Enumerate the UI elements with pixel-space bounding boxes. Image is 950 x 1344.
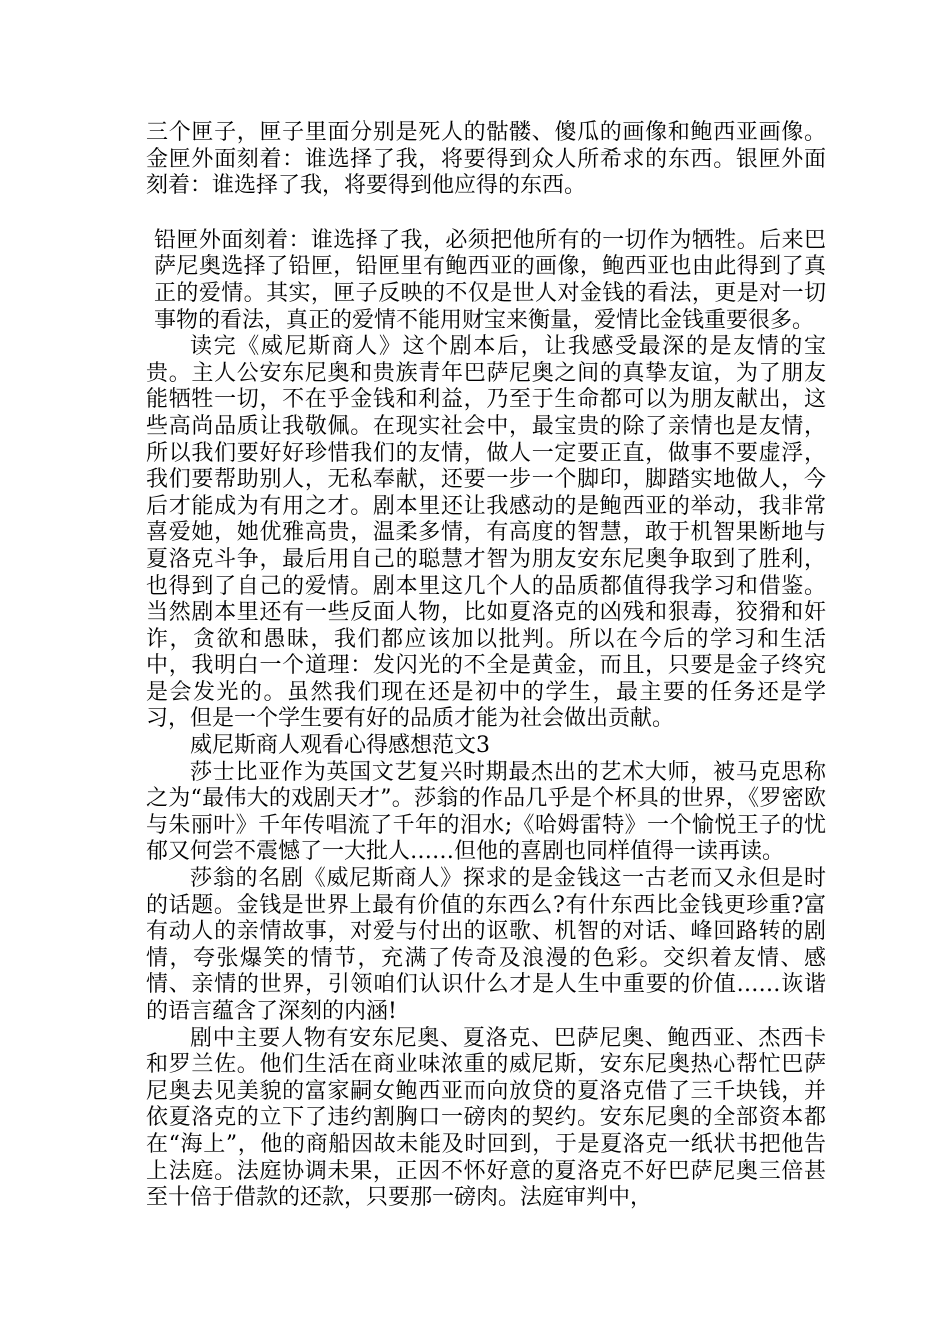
paragraph-shakespeare: 莎士比亚作为英国文艺复兴时期最杰出的艺术大师，被马克思称之为“最伟大的戏剧天才”。莎翁的作品几乎是个杯具的世界，《罗密欧与朱丽叶》千年传唱流了千年的泪水;《哈姆雷特》一个愉悦王子的忧郁又何尝不震憾了一大批人……但他的喜剧也同样值得一读再读。 (146, 759, 826, 865)
paragraph-lead-casket: 铅匣外面刻着：谁选择了我，必须把他所有的一切作为牺牲。后来巴萨尼奥选择了铅匣，铅匣里有鲍西亚的画像，鲍西亚也由此得到了真正的爱情。其实，匣子反映的不仅是世人对金钱的看法，更是对一切事物的看法，真正的爱情不能用财宝来衡量，爱情比金钱重要很多。 (154, 227, 826, 333)
paragraph-money-theme: 莎翁的名剧《威尼斯商人》探求的是金钱这一古老而又永但是时的话题。金钱是世界上最有价值的东西么?有什东西比金钱更珍重?富有动人的亲情故事，对爱与付出的讴歌、机智的对话、峰回路转的剧情，夸张爆笑的情节，充满了传奇及浪漫的色彩。交织着友情、感情、亲情的世界，引领咱们认识什么才是人生中重要的价值……诙谐的语言蕴含了深刻的内涵! (146, 866, 826, 1024)
document-page (146, 120, 826, 1212)
paragraph-caskets: 三个匣子，匣子里面分别是死人的骷髅、傻瓜的画像和鲍西亚画像。金匣外面刻着：谁选择了我，将要得到众人所希求的东西。银匣外面刻着：谁选择了我，将要得到他应得的东西。 (146, 120, 826, 199)
paragraph-friendship: 读完《威尼斯商人》这个剧本后，让我感受最深的是友情的宝贵。主人公安东尼奥和贵族青年巴萨尼奥之间的真挚友谊，为了朋友能牺牲一切，不在乎金钱和利益，乃至于生命都可以为朋友献出，这些高尚品质让我敬佩。在现实社会中，最宝贵的除了亲情也是友情，所以我们要好好珍惜我们的友情，做人一定要正直，做事不要虚浮，我们要帮助别人，无私奉献，还要一步一个脚印，脚踏实地做人，今后才能成为有用之才。剧本里还让我感动的是鲍西亚的举动，我非常喜爱她，她优雅高贵，温柔多情，有高度的智慧，敢于机智果断地与夏洛克斗争，最后用自己的聪慧才智为朋友安东尼奥争取到了胜利，也得到了自己的爱情。剧本里这几个人的品质都值得我学习和借鉴。当然剧本里还有一些反面人物，比如夏洛克的凶残和狠毒，狡猾和奸诈，贪欲和愚昧，我们都应该加以批判。所以在今后的学习和生活中，我明白一个道理：发闪光的不全是黄金，而且，只要是金子终究是会发光的。虽然我们现在还是初中的学生，最主要的任务还是学习，但是一个学生要有好的品质才能为社会做出贡献。 (146, 334, 826, 732)
paragraph-characters: 剧中主要人物有安东尼奥、夏洛克、巴萨尼奥、鲍西亚、杰西卡和罗兰佐。他们生活在商业味浓重的威尼斯，安东尼奥热心帮忙巴萨尼奥去见美貌的富家嗣女鲍西亚而向放贷的夏洛克借了三千块钱，并依夏洛克的立下了违约割胸口一磅肉的契约。安东尼奥的全部资本都在“海上”，他的商船因故未能及时回到，于是夏洛克一纸状书把他告上法庭。法庭协调未果，正因不怀好意的夏洛克不好巴萨尼奥三倍甚至十倍于借款的还款，只要那一磅肉。法庭审判中， (146, 1025, 826, 1211)
section-heading: 威尼斯商人观看心得感想范文3 (190, 733, 490, 759)
